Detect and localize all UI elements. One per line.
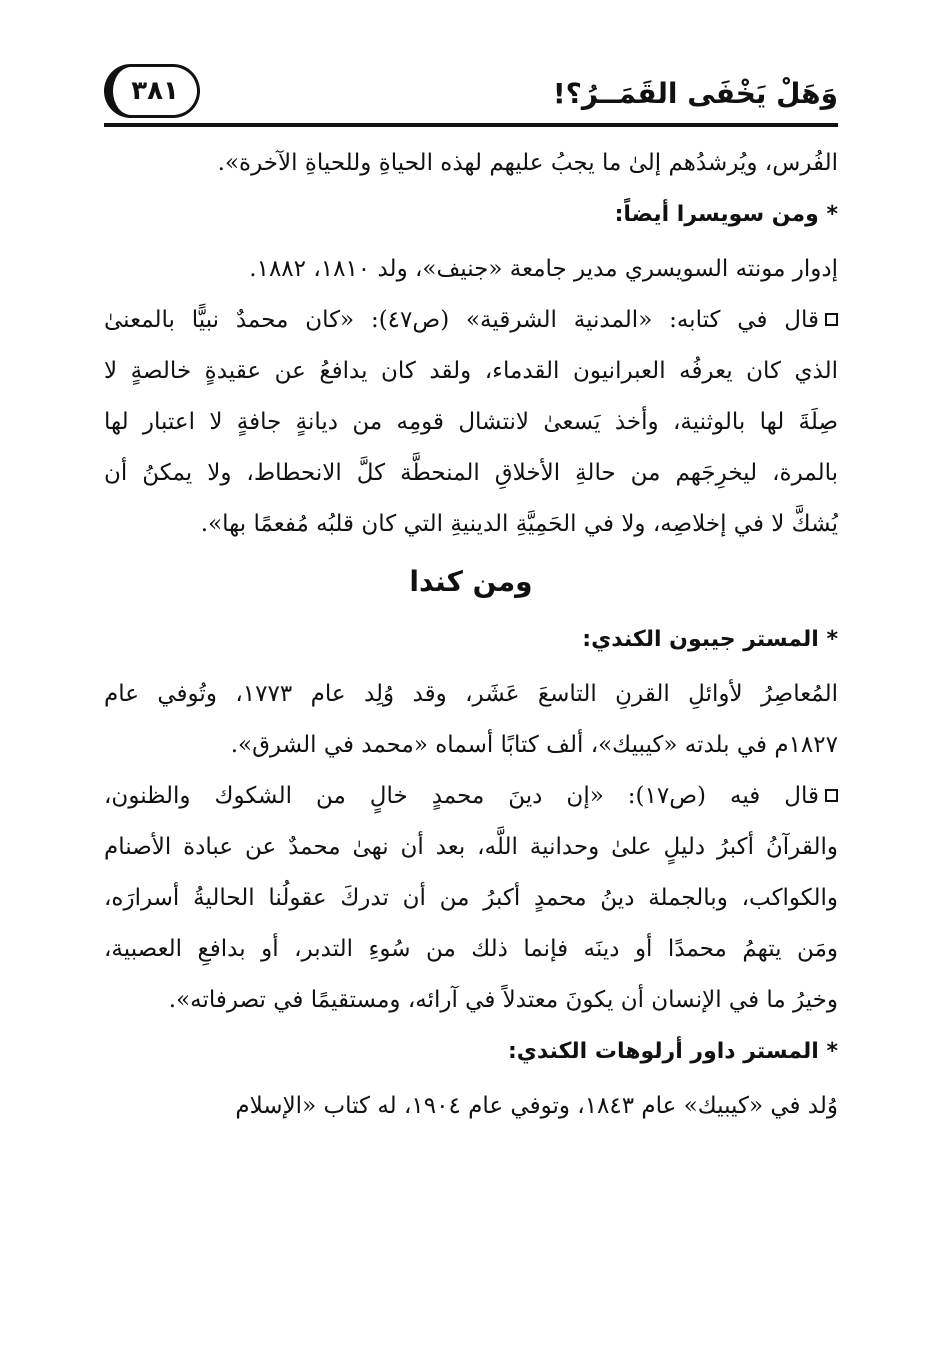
quote-line: صِلَةَ لها بالوثنية، وأخذ يَسعىٰ لانتشال قومِه من ديانةٍ جافةٍ لا اعتبار لها	[104, 409, 838, 435]
page-number: ٣٨١	[131, 76, 179, 106]
quote-line: يُشكَّ لا في إخلاصِه، ولا في الحَمِيَّةِ الدينيةِ التي كان قلبُه مُفعمًا بها».	[200, 511, 838, 537]
text-line: إدوار مونته السويسري مدير جامعة «جنيف»، ولد ١٨١٠، ١٨٨٢.	[249, 256, 838, 282]
quote-line: قال في كتابه: «المدنية الشرقية» (ص٤٧): «كان محمدٌ نبيًّا بالمعنىٰ	[104, 295, 838, 346]
quote-line: بالمرة، ليخرِجَهم من حالةِ الأخلاقِ المنحطَّة كلَّ الانحطاط، ولا يمكنُ أن	[104, 460, 838, 486]
quote-square-icon	[825, 313, 838, 326]
text-line: الفُرس، ويُرشدُهم إلىٰ ما يجبُ عليهم لهذه الحياةِ وللحياةِ الآخرة».	[217, 150, 838, 176]
quote-line: وخيرُ ما في الإنسان أن يكونَ معتدلاً في آرائه، ومستقيمًا في تصرفاته».	[168, 987, 838, 1013]
running-header-title: وَهَلْ يَخْفَى القَمَــرُ؟!	[552, 77, 838, 110]
header-rule	[104, 123, 838, 127]
text-line: المُعاصِرُ لأوائلِ القرنِ التاسعَ عَشَر، وقد وُلِد عام ١٧٧٣، وتُوفي عام	[104, 681, 838, 707]
quote-line: والقرآنُ أكبرُ دليلٍ علىٰ وحدانية اللَّه، بعد أن نهىٰ محمدٌ عن عبادة الأصنام	[104, 834, 838, 860]
quote-square-icon	[825, 789, 838, 802]
section-heading-switzerland: * ومن سويسرا أيضاً:	[614, 202, 838, 227]
quote-line: والكواكب، وبالجملة دينُ محمدٍ أكبرُ من أن تدركَ عقولُنا الحاليةُ أسرارَه،	[104, 885, 838, 911]
running-header	[104, 64, 838, 124]
section-heading-daour: * المستر داور أرلوهات الكندي:	[507, 1039, 838, 1064]
section-heading-gibbon: * المستر جيبون الكندي:	[582, 627, 838, 652]
quote-line: الذي كان يعرفُه العبرانيون القدماء، ولقد كان يدافعُ عن عقيدةٍ خالصةٍ لا	[104, 358, 838, 384]
quote-line: قال فيه (ص١٧): «إن دينَ محمدٍ خالٍ من الشكوك والظنون،	[104, 771, 838, 822]
quote-line: ومَن يتهمُ محمدًا أو دينَه فإنما ذلك من سُوءِ التدبر، أو بدافعِ العصبية،	[104, 936, 838, 962]
page-number-badge	[104, 64, 200, 118]
text-line: وُلد في «كيبيك» عام ١٨٤٣، وتوفي عام ١٩٠٤، له كتاب «الإسلام	[235, 1093, 838, 1119]
section-title-canada: ومن كندا	[409, 565, 533, 598]
text-line: ١٨٢٧م في بلدته «كيبيك»، ألف كتابًا أسماه «محمد في الشرق».	[230, 732, 838, 758]
page-body	[104, 138, 838, 1132]
